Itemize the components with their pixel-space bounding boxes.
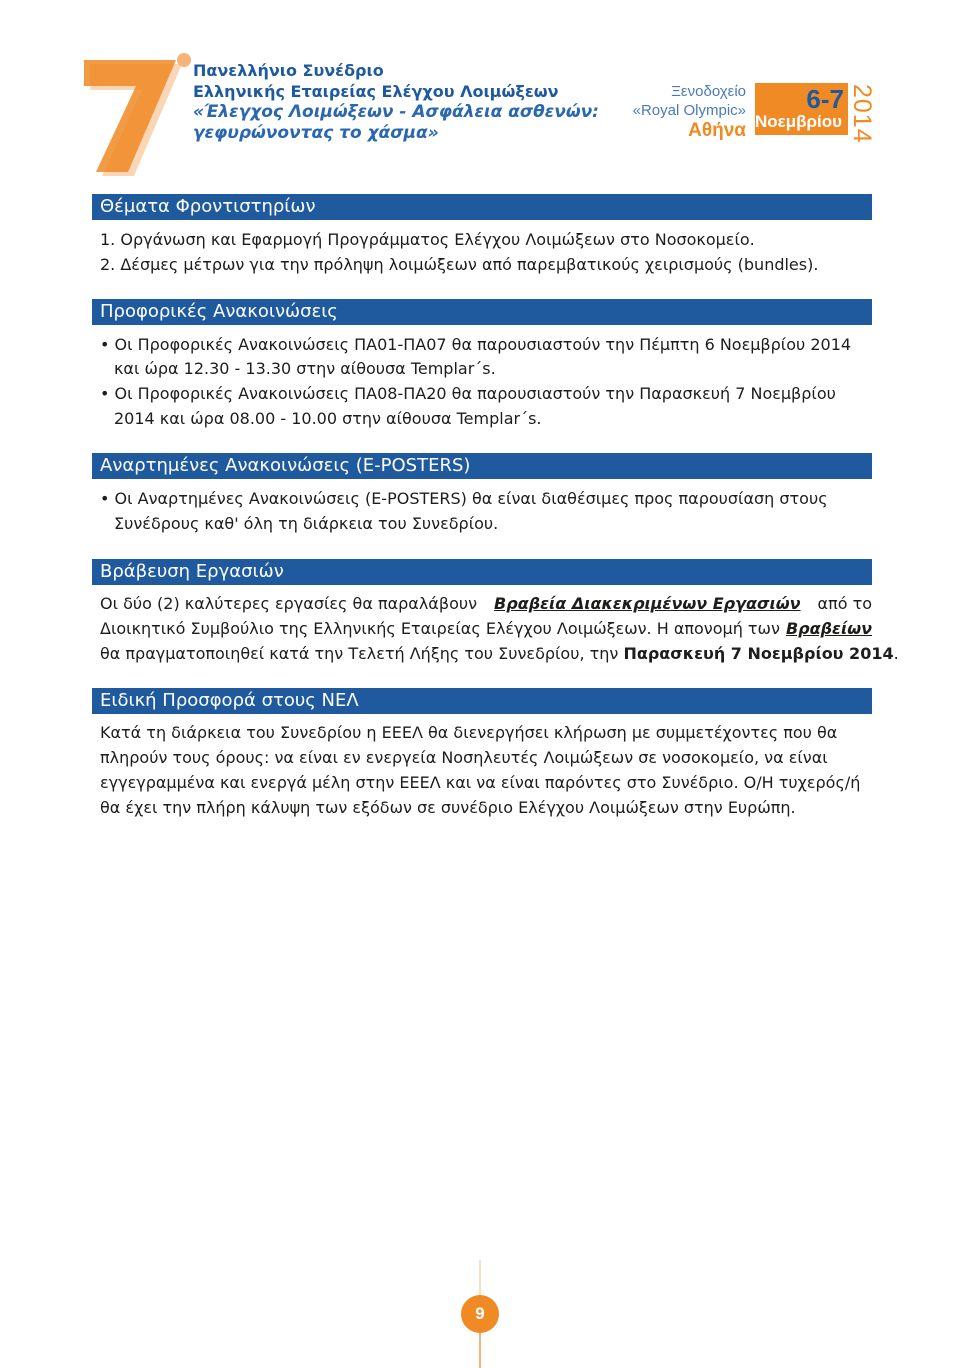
date-badge xyxy=(755,83,848,135)
page-number-badge xyxy=(440,1260,520,1368)
awards-line-3 xyxy=(100,641,899,666)
conference-line-4: γεφυρώνοντας το χάσμα» xyxy=(193,123,439,143)
hotel-name: «Royal Olympic» xyxy=(632,102,746,119)
page-number: 9 xyxy=(461,1295,499,1333)
awards-line-2 xyxy=(100,616,872,641)
hotel-label: Ξενοδοχείο xyxy=(671,83,746,100)
year-text: 2014 xyxy=(848,84,876,144)
awards-distinguished-link: Βραβεία Διακεκριμένων Εργασιών xyxy=(494,594,801,613)
offer-line-4: θα έχει την πλήρη κάλυψη των εξόδων σε συνέδριο Ελέγχου Λοιμώξεων στην Ευρώπη. xyxy=(100,798,796,817)
awards-line-1-text: Οι δύο (2) καλύτερες εργασίες θα παραλάβουν xyxy=(100,594,478,613)
city-name: Αθήνα xyxy=(688,120,746,141)
conference-line-2: Ελληνικής Εταιρείας Ελέγχου Λοιμώξεων xyxy=(193,82,559,101)
section-header-offer: Ειδική Προσφορά στους ΝΕΛ xyxy=(92,688,872,714)
offer-line-1: Κατά τη διάρκεια του Συνεδρίου η ΕΕΕΛ θα διενεργήσει κλήρωση με συμμετέχοντες που θα xyxy=(100,723,838,742)
date-days: 6-7 xyxy=(806,84,844,114)
section-header-seminars: Θέματα Φροντιστηρίων xyxy=(92,194,872,220)
oral-bullet-2-line-2: 2014 και ώρα 08.00 - 10.00 στην αίθουσα Templar΄s. xyxy=(114,409,542,428)
year-vertical xyxy=(848,84,878,144)
awards-line-2-text: Διοικητικό Συμβούλιο της Ελληνικής Εταιρείας Ελέγχου Λοιμώξεων. Η απονομή των xyxy=(100,619,780,638)
awards-line-3-end: . xyxy=(893,644,899,663)
oral-bullet-1-line-2: και ώρα 12.30 - 13.30 στην αίθουσα Templar΄s. xyxy=(114,359,496,378)
posters-line-1: • Οι Αναρτημένες Ανακοινώσεις (E-POSTERS) θα είναι διαθέσιμες προς παρουσίαση στους xyxy=(100,489,828,508)
date-month: Νοεμβρίου xyxy=(754,112,842,131)
section-header-oral: Προφορικές Ανακοινώσεις xyxy=(92,299,872,325)
posters-line-2: Συνέδρους καθ' όλη τη διάρκεια του Συνεδρίου. xyxy=(114,514,499,533)
oral-bullet-2-line-1: • Οι Προφορικές Ανακοινώσεις ΠΑ08-ΠΑ20 θα παρουσιαστούν την Παρασκευή 7 Νοεμβρίου xyxy=(100,384,836,403)
seminar-item-2: 2. Δέσμες μέτρων για την πρόληψη λοιμώξεων από παρεμβατικούς χειρισμούς (bundles). xyxy=(100,255,819,274)
conference-line-3: «Έλεγχος Λοιμώξεων - Ασφάλεια ασθενών: xyxy=(193,102,599,122)
venue-info xyxy=(633,82,746,142)
section-header-awards: Βράβευση Εργασιών xyxy=(92,559,872,585)
oral-bullet-1-line-1: • Οι Προφορικές Ανακοινώσεις ΠΑ01-ΠΑ07 θα παρουσιαστούν την Πέμπτη 6 Νοεμβρίου 2014 xyxy=(100,335,852,354)
seminar-item-1: 1. Οργάνωση και Εφαρμογή Προγράμματος Ελέγχου Λοιμώξεων στο Νοσοκομείο. xyxy=(100,230,755,249)
conference-line-1: Πανελλήνιο Συνέδριο xyxy=(193,61,384,80)
conference-logo-seven xyxy=(76,48,194,176)
offer-line-3: εγγεγραμμένα και ενεργά μέλη στην ΕΕΕΛ και να είναι παρόντες στο Συνέδριο. Ο/Η τυχερός/ή xyxy=(100,773,861,792)
awards-line-1-end: από το xyxy=(817,594,872,613)
offer-line-2: πληρούν τους όρους: να είναι εν ενεργεία Νοσηλευτές Λοιμώξεων σε νοσοκομείο, να είναι xyxy=(100,748,828,767)
awards-line-3-text: θα πραγματοποιηθεί κατά την Τελετή Λήξης του Συνεδρίου, την xyxy=(100,644,619,663)
awards-line-1 xyxy=(100,591,872,616)
conference-title xyxy=(193,60,599,144)
awards-prizes-link: Βραβείων xyxy=(785,619,872,638)
awards-date: Παρασκευή 7 Νοεμβρίου 2014 xyxy=(623,644,894,663)
section-header-posters: Αναρτημένες Ανακοινώσεις (E-POSTERS) xyxy=(92,453,872,479)
